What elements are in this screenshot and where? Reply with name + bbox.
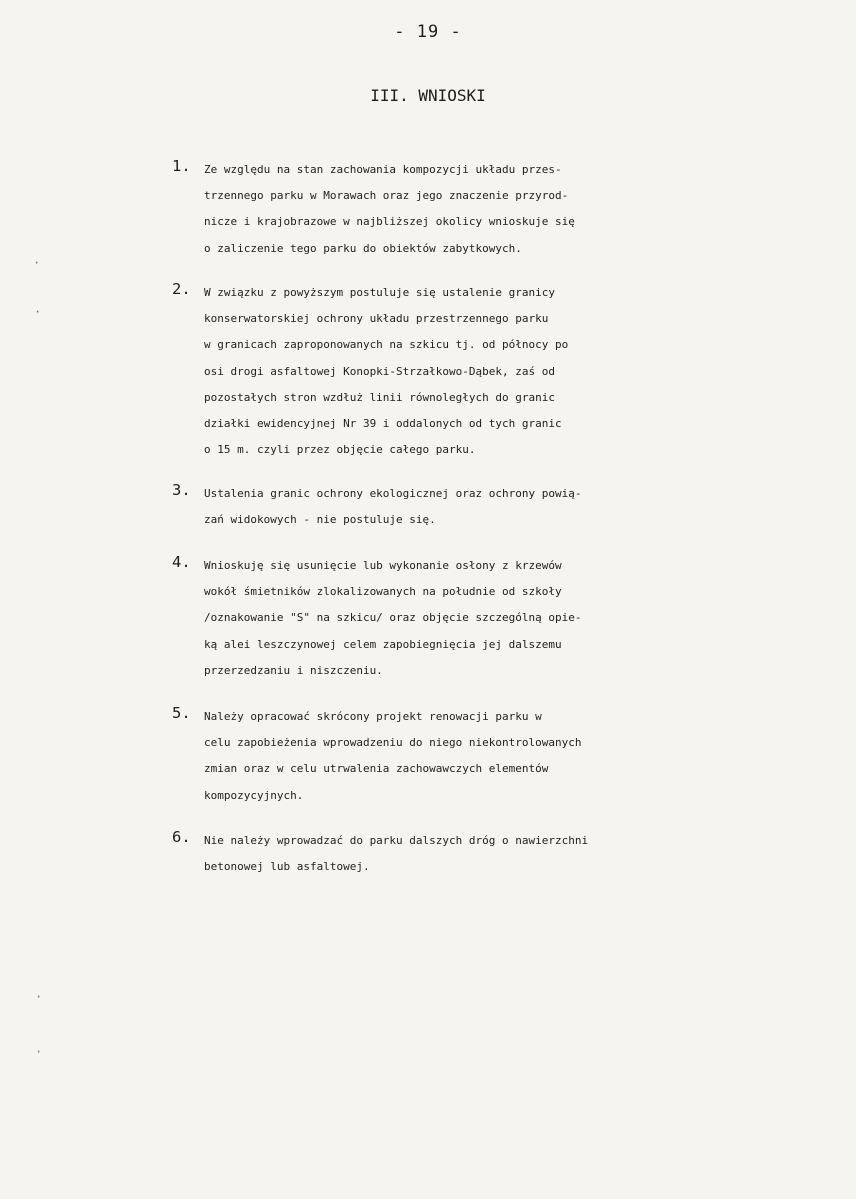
item-line: W związku z powyższym postuluje się ustalenie granicy bbox=[204, 286, 555, 299]
item-number: 5. bbox=[172, 704, 191, 722]
item-line: Nie należy wprowadzać do parku dalszych dróg o nawierzchni bbox=[204, 834, 589, 847]
item-line: osi drogi asfaltowej Konopki-Strzałkowo-Dąbek, zaś od bbox=[204, 364, 555, 378]
item-line: zmian oraz w celu utrwalenia zachowawczych elementów bbox=[204, 762, 549, 776]
page-number: - 19 - bbox=[394, 22, 462, 42]
item-line: pozostałych stron wzdłuż linii równoległych do granic bbox=[204, 390, 555, 404]
item-line: konserwatorskiej ochrony układu przestrzennego parku bbox=[204, 312, 549, 326]
margin-speck: · bbox=[35, 990, 43, 1004]
item-number: 6. bbox=[172, 828, 191, 846]
item-line: celu zapobieżenia wprowadzeniu do niego niekontrolowanych bbox=[204, 736, 582, 750]
item-line: kompozycyjnych. bbox=[204, 788, 304, 802]
margin-speck: · bbox=[33, 256, 41, 270]
conclusion-item-6 bbox=[172, 828, 852, 880]
conclusion-item-2 bbox=[172, 280, 852, 463]
item-number: 3. bbox=[172, 481, 191, 499]
item-number: 2. bbox=[172, 280, 191, 298]
item-line: zań widokowych - nie postuluje się. bbox=[204, 513, 436, 527]
item-line: o 15 m. czyli przez objęcie całego parku. bbox=[204, 443, 476, 457]
item-line: wokół śmietników zlokalizowanych na południe od szkoły bbox=[204, 585, 562, 599]
conclusion-item-3 bbox=[172, 481, 852, 533]
margin-speck: · bbox=[35, 1045, 43, 1059]
item-line: /oznakowanie "S" na szkicu/ oraz objęcie szczególną opie- bbox=[204, 611, 582, 625]
item-line: działki ewidencyjnej Nr 39 i oddalonych od tych granic bbox=[204, 416, 562, 430]
item-line: ką alei leszczynowej celem zapobiegnięcia jej dalszemu bbox=[204, 637, 562, 651]
item-line: w granicach zaproponowanych na szkicu tj. od północy po bbox=[204, 338, 569, 352]
conclusion-item-4 bbox=[172, 553, 852, 684]
item-line: nicze i krajobrazowe w najbliższej okolicy wnioskuje się bbox=[204, 215, 575, 229]
item-line: Należy opracować skrócony projekt renowacji parku w bbox=[204, 710, 542, 723]
margin-speck: · bbox=[34, 305, 42, 319]
item-line: Wnioskuję się usunięcie lub wykonanie osłony z krzewów bbox=[204, 559, 562, 572]
item-number: 4. bbox=[172, 553, 191, 571]
item-line: Ze względu na stan zachowania kompozycji układu przes- bbox=[204, 163, 562, 176]
section-heading: III. WNIOSKI bbox=[370, 86, 486, 105]
item-line: betonowej lub asfaltowej. bbox=[204, 860, 370, 874]
item-line: przerzedzaniu i niszczeniu. bbox=[204, 663, 383, 677]
item-line: Ustalenia granic ochrony ekologicznej oraz ochrony powią- bbox=[204, 487, 582, 500]
conclusion-item-1 bbox=[172, 157, 852, 262]
item-line: trzennego parku w Morawach oraz jego znaczenie przyrod- bbox=[204, 189, 569, 203]
conclusion-item-5 bbox=[172, 704, 852, 809]
item-line: o zaliczenie tego parku do obiektów zabytkowych. bbox=[204, 241, 522, 255]
item-number: 1. bbox=[172, 157, 191, 175]
